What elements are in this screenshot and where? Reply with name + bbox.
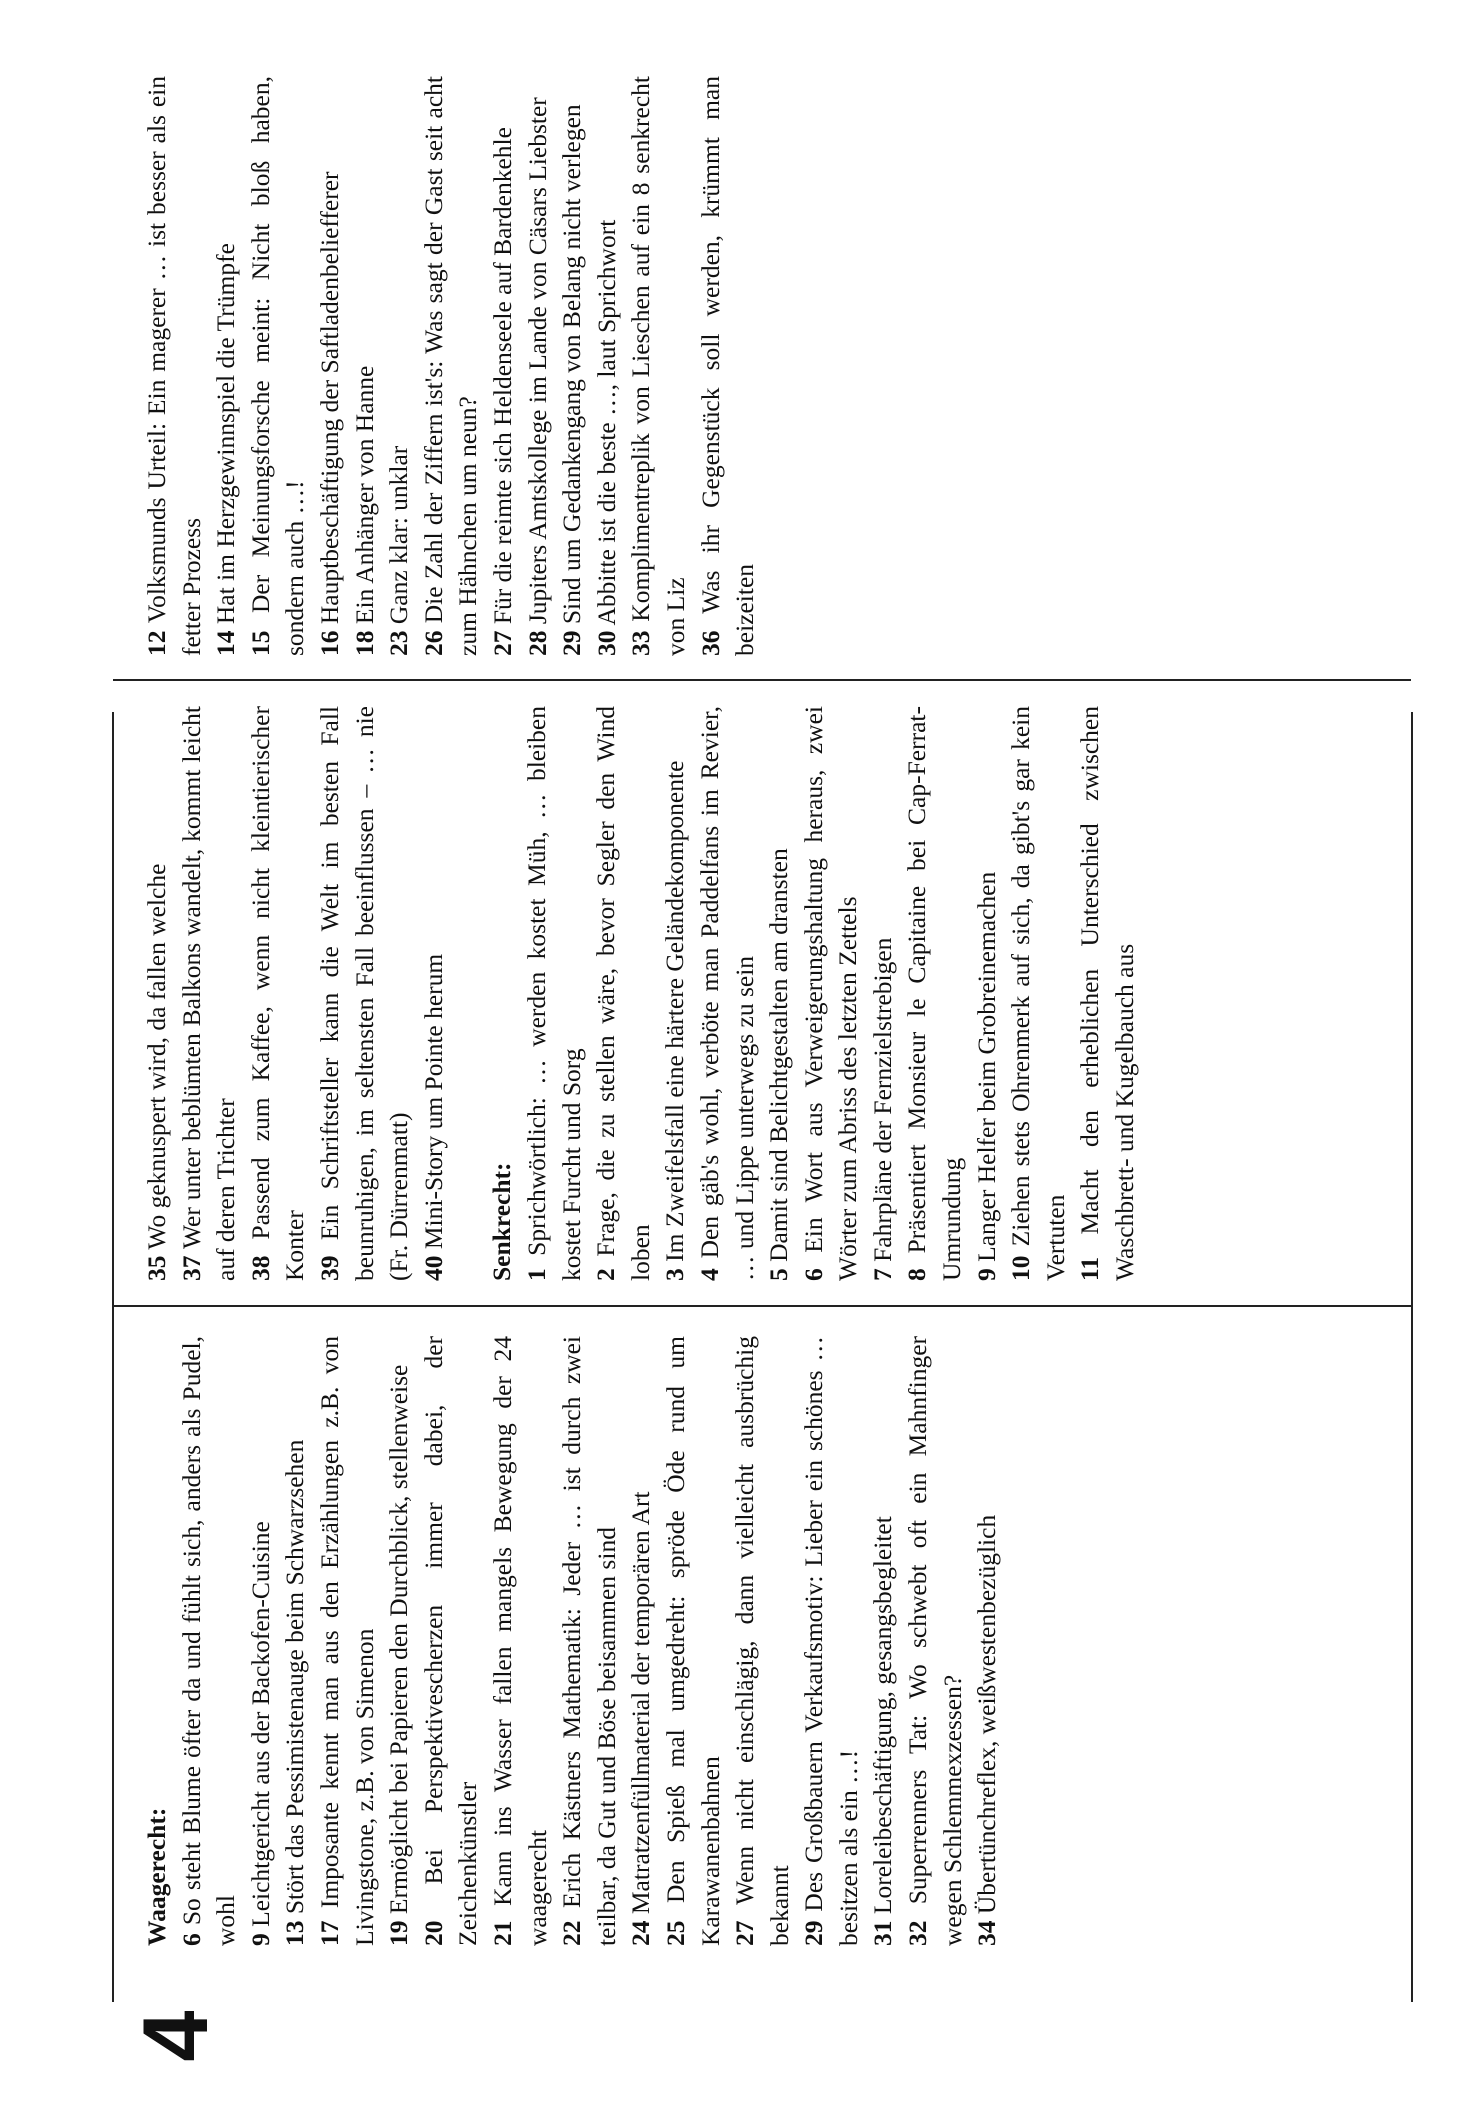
- clue-text: Präsentiert Monsieur le Capitaine bei Cap-Ferrat-Umrundung: [902, 706, 967, 1281]
- clue-down: [762, 706, 797, 1281]
- clue-across: [970, 1336, 1005, 1946]
- clue-text: Sind um Gedankengang von Belang nicht verlegen: [557, 104, 587, 625]
- clue-down: [209, 76, 244, 656]
- clue-number: 25: [660, 1920, 690, 1946]
- clue-down: [693, 706, 762, 1281]
- clue-across: [797, 1336, 866, 1946]
- clue-number: 7: [867, 1268, 897, 1281]
- clue-text: Komplimentreplik von Lieschen auf ein 8 senkrecht von Liz: [626, 75, 690, 656]
- clue-number: 20: [418, 1920, 448, 1946]
- clue-number: 37: [176, 1255, 206, 1281]
- clue-across: [175, 1336, 244, 1946]
- clue-across: [901, 1336, 970, 1946]
- clue-text: Übertünchreflex, weißwestenbezüglich: [972, 1514, 1002, 1915]
- clue-text: Abbitte ist die beste …, laut Sprichwort: [591, 219, 621, 626]
- clue-number: 19: [384, 1920, 414, 1946]
- clue-number: 35: [142, 1255, 171, 1281]
- clue-number: 21: [487, 1920, 517, 1946]
- clue-text: Fahrpläne der Fernzielstrebigen: [867, 937, 897, 1262]
- clue-across: [313, 706, 417, 1281]
- clue-text: Loreleibeschäftigung, gesangsbegleitet: [868, 1516, 898, 1915]
- clue-number: 30: [591, 630, 621, 656]
- clue-number: 9: [245, 1933, 275, 1946]
- clue-text: Des Großbauern Verkaufsmotiv: Lieber ein schönes … besitzen als ein …!: [799, 1335, 863, 1946]
- clue-number: 40: [418, 1255, 448, 1281]
- clue-across: [624, 1336, 659, 1946]
- clue-number: 36: [695, 630, 725, 656]
- clue-text: Matratzenfüllmaterial der temporären Art: [626, 1491, 656, 1915]
- clue-text: Leichtgericht aus der Backofen-Cuisine: [245, 1521, 275, 1927]
- clue-number: 24: [626, 1920, 656, 1946]
- clue-down: [382, 76, 417, 656]
- clue-text: Imposante kennt man aus den Erzählungen z.B. von Livingstone, z.B. von Simenon: [314, 1336, 379, 1946]
- clue-across: [313, 1336, 382, 1946]
- clue-text: Frage, die zu stellen wäre, bevor Segler den Wind loben: [591, 706, 655, 1281]
- clue-number: 9: [971, 1268, 1001, 1281]
- clue-across: [278, 1336, 313, 1946]
- clue-down: [590, 76, 625, 656]
- clue-number: 6: [176, 1933, 206, 1946]
- top-rule: [112, 712, 114, 2002]
- clue-text: Den Spieß mal umgedreht: spröde Öde rund um Karawanenbahnen: [660, 1335, 725, 1946]
- clue-text: Sprichwörtlich: … werden kostet Müh, … bleiben kostet Furcht und Sorg: [521, 706, 586, 1281]
- clue-number: 22: [557, 1920, 587, 1946]
- clue-number: 8: [902, 1268, 932, 1281]
- column-divider-1: [113, 1305, 1411, 1307]
- clue-number: 31: [868, 1920, 898, 1946]
- clue-number: 12: [142, 630, 171, 656]
- clue-number: 2: [591, 1268, 621, 1281]
- clue-text: Superrenners Tat: Wo schwebt oft ein Mahnfinger wegen Schlemmexzessen?: [903, 1336, 967, 1946]
- clue-across: [417, 1336, 486, 1946]
- clue-down: [244, 76, 313, 656]
- clue-text: Jupiters Amtskollege im Lande von Cäsars Liebster: [522, 97, 552, 625]
- clue-text: Mini-Story um Pointe herum: [418, 953, 448, 1250]
- clue-down: [313, 76, 348, 656]
- clue-across: [866, 1336, 901, 1946]
- clue-number: 13: [280, 1920, 310, 1946]
- clue-text: Volksmunds Urteil: Ein magerer … ist besser als ein fetter Prozess: [142, 76, 206, 656]
- clue-number: 28: [522, 630, 552, 656]
- clue-across: [728, 1336, 797, 1946]
- clue-text: Die Zahl der Ziffern ist's: Was sagt der Gast seit acht zum Hähnchen um neun?: [418, 76, 483, 656]
- clue-text: Ein Anhänger von Hanne: [349, 365, 379, 625]
- clue-text: Ein Wort aus Verweigerungshaltung heraus, zwei Wörter zum Abriss des letzten Zettels: [798, 706, 863, 1281]
- clue-number: 38: [245, 1255, 275, 1281]
- clue-down: [900, 706, 969, 1281]
- clue-text: Hauptbeschäftigung der Saftladenbeliefferer: [314, 171, 344, 625]
- clue-text: Der Meinungsforsche meint: Nicht bloß haben, sondern auch …!: [245, 76, 310, 656]
- column-2: [140, 706, 1143, 1281]
- clue-down: [555, 76, 590, 656]
- clue-down: [970, 706, 1005, 1281]
- clue-text: Ziehen stets Ohrenmerk auf sich, da gibt's gar kein Vertuten: [1006, 705, 1070, 1281]
- column-divider-2: [113, 679, 1411, 681]
- clue-number: 18: [349, 630, 379, 656]
- clue-number: 10: [1006, 1255, 1036, 1281]
- clue-number: 26: [418, 630, 448, 656]
- clue-across: [244, 706, 313, 1281]
- clue-number: 23: [384, 630, 414, 656]
- clue-down: [521, 76, 556, 656]
- clue-text: Wer unter beblümten Balkons wandelt, kommt leicht auf deren Trichter: [176, 706, 241, 1281]
- clue-number: 33: [626, 630, 656, 656]
- section-gap: [451, 706, 485, 1281]
- clue-down: [140, 76, 209, 656]
- clue-text: Passend zum Kaffee, wenn nicht kleintierischer Konter: [245, 706, 310, 1281]
- page-number: 4: [125, 2010, 227, 2062]
- clue-text: Macht den erheblichen Unterschied zwischen Waschbrett- und Kugelbauch aus: [1075, 705, 1140, 1281]
- clue-text: Langer Helfer beim Grobreinemachen: [971, 871, 1001, 1262]
- across-heading: Waagerecht:: [142, 1807, 171, 1946]
- clue-text: Ermöglicht bei Papieren den Durchblick, stellenweise: [384, 1364, 414, 1915]
- clue-text: Erich Kästners Mathematik: Jeder … ist durch zwei teilbar, da Gut und Böse beisammen sind: [557, 1335, 621, 1946]
- clue-number: 29: [557, 630, 587, 656]
- clue-down: [658, 706, 693, 1281]
- clue-number: 4: [694, 1268, 724, 1281]
- clue-down: [486, 76, 521, 656]
- clue-across: [175, 706, 244, 1281]
- clue-number: 16: [314, 630, 344, 656]
- clue-text: So steht Blume öfter da und fühlt sich, anders als Pudel, wohl: [176, 1335, 241, 1946]
- clue-down: [1004, 706, 1073, 1281]
- clue-number: 39: [314, 1255, 344, 1281]
- clue-across: [382, 1336, 417, 1946]
- clue-text: Damit sind Belichtgestalten am dransten: [764, 848, 794, 1262]
- clue-text: Ganz klar: unklar: [384, 445, 414, 625]
- clue-number: 11: [1075, 1256, 1105, 1281]
- clue-number: 29: [799, 1920, 829, 1946]
- clue-number: 27: [487, 630, 517, 656]
- column-1: [140, 1336, 1005, 1946]
- clue-text: Wenn nicht einschlägig, dann vielleicht ausbrüchig bekannt: [730, 1336, 794, 1946]
- clue-number: 15: [245, 630, 275, 656]
- clue-down: [520, 706, 589, 1281]
- clue-text: Hat im Herzgewinnspiel die Trümpfe: [211, 243, 241, 625]
- clue-text: Was ihr Gegenstück soll werden, krümmt man beizeiten: [695, 76, 760, 656]
- clue-text: Für die reimte sich Heldenseele auf Bardenkehle: [487, 127, 517, 625]
- clue-down: [1073, 706, 1142, 1281]
- column-3: [140, 76, 763, 656]
- clue-text: Wo geknuspert wird, da fallen welche: [142, 863, 171, 1250]
- clue-down: [348, 76, 383, 656]
- bottom-rule: [1411, 712, 1413, 2002]
- clue-text: Ein Schriftsteller kann die Welt im besten Fall beunruhigen, im seltensten Fall beeinflussen – … nie (Fr. Dürrenmatt): [314, 706, 414, 1281]
- clue-down: [866, 706, 901, 1281]
- clue-number: 5: [764, 1268, 794, 1281]
- clue-down: [624, 76, 693, 656]
- clue-across: [140, 706, 175, 1281]
- clue-across: [486, 1336, 555, 1946]
- clue-number: 32: [903, 1920, 933, 1946]
- clue-across: [555, 1336, 624, 1946]
- clue-number: 6: [798, 1268, 828, 1281]
- clue-number: 27: [730, 1920, 760, 1946]
- clue-number: 1: [521, 1268, 551, 1281]
- clue-across: [659, 1336, 728, 1946]
- clue-across: [417, 706, 452, 1281]
- clue-number: 3: [660, 1268, 690, 1281]
- clue-text: Den gäb's wohl, verböte man Paddelfans im Revier, … und Lippe unterwegs zu sein: [694, 706, 759, 1281]
- down-heading: Senkrecht:: [487, 1162, 517, 1281]
- clue-number: 17: [314, 1920, 344, 1946]
- clue-number: 14: [211, 630, 241, 656]
- clue-across: [244, 1336, 279, 1946]
- clue-text: Kann ins Wasser fallen mangels Bewegung der 24 waagerecht: [487, 1336, 552, 1946]
- clue-down: [589, 706, 658, 1281]
- clue-text: Bei Perspektivescherzen immer dabei, der Zeichenkünstler: [418, 1336, 483, 1946]
- clue-down: [417, 76, 486, 656]
- clue-text: Im Zweifelsfall eine härtere Geländekomponente: [660, 760, 690, 1262]
- clue-down: [797, 706, 866, 1281]
- clue-text: Stört das Pessimistenauge beim Schwarzsehen: [280, 1439, 310, 1915]
- clue-number: 34: [972, 1920, 1002, 1946]
- clue-down: [694, 76, 763, 656]
